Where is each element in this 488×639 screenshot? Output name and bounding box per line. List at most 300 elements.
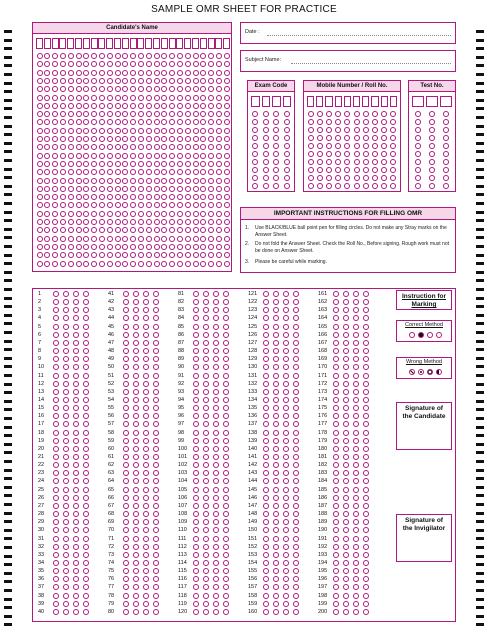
answer-bubble[interactable] [203, 324, 209, 330]
answer-bubble[interactable] [153, 421, 159, 427]
answer-bubble[interactable] [273, 609, 279, 615]
answer-bubble[interactable] [193, 446, 199, 452]
mobile-roll-bubble[interactable] [372, 119, 378, 125]
answer-bubble[interactable] [63, 438, 69, 444]
name-bubble[interactable] [37, 186, 43, 192]
name-bubble[interactable] [224, 153, 230, 159]
name-bubble[interactable] [193, 161, 199, 167]
name-bubble[interactable] [193, 202, 199, 208]
answer-bubble[interactable] [123, 438, 129, 444]
name-bubble[interactable] [138, 236, 144, 242]
test-no-bubble[interactable] [443, 175, 449, 181]
answer-bubble[interactable] [53, 536, 59, 542]
name-bubble[interactable] [52, 169, 58, 175]
name-bubble[interactable] [68, 70, 74, 76]
name-bubble[interactable] [99, 219, 105, 225]
test-no-bubble[interactable] [415, 167, 421, 173]
name-bubble[interactable] [146, 169, 152, 175]
answer-bubble[interactable] [273, 487, 279, 493]
name-bubble[interactable] [208, 219, 214, 225]
answer-bubble[interactable] [343, 527, 349, 533]
name-bubble[interactable] [161, 103, 167, 109]
name-bubble[interactable] [200, 103, 206, 109]
answer-bubble[interactable] [133, 389, 139, 395]
answer-bubble[interactable] [63, 536, 69, 542]
answer-bubble[interactable] [273, 593, 279, 599]
answer-bubble[interactable] [153, 324, 159, 330]
name-bubble[interactable] [208, 227, 214, 233]
name-bubble[interactable] [60, 194, 66, 200]
name-bubble[interactable] [122, 103, 128, 109]
name-bubble[interactable] [185, 202, 191, 208]
name-bubble[interactable] [122, 202, 128, 208]
answer-bubble[interactable] [123, 332, 129, 338]
answer-bubble[interactable] [363, 568, 369, 574]
mobile-roll-bubble[interactable] [344, 167, 350, 173]
name-bubble[interactable] [208, 244, 214, 250]
name-bubble[interactable] [122, 194, 128, 200]
answer-bubble[interactable] [333, 576, 339, 582]
answer-bubble[interactable] [293, 356, 299, 362]
answer-bubble[interactable] [193, 552, 199, 558]
name-bubble[interactable] [185, 186, 191, 192]
answer-bubble[interactable] [363, 503, 369, 509]
answer-bubble[interactable] [363, 454, 369, 460]
subject-input[interactable] [291, 63, 451, 64]
answer-bubble[interactable] [283, 568, 289, 574]
name-bubble[interactable] [83, 169, 89, 175]
name-bubble[interactable] [52, 144, 58, 150]
answer-bubble[interactable] [73, 364, 79, 370]
name-bubble[interactable] [91, 119, 97, 125]
answer-bubble[interactable] [293, 470, 299, 476]
answer-bubble[interactable] [153, 438, 159, 444]
answer-bubble[interactable] [133, 511, 139, 517]
name-bubble[interactable] [83, 144, 89, 150]
name-bubble[interactable] [216, 86, 222, 92]
answer-bubble[interactable] [73, 446, 79, 452]
answer-bubble[interactable] [283, 593, 289, 599]
answer-bubble[interactable] [153, 576, 159, 582]
name-bubble[interactable] [107, 78, 113, 84]
name-bubble[interactable] [200, 244, 206, 250]
mobile-roll-bubble[interactable] [381, 143, 387, 149]
name-bubble[interactable] [52, 178, 58, 184]
name-bubble[interactable] [161, 252, 167, 258]
answer-bubble[interactable] [143, 332, 149, 338]
answer-bubble[interactable] [143, 340, 149, 346]
answer-bubble[interactable] [193, 307, 199, 313]
name-bubble[interactable] [130, 194, 136, 200]
test-no-bubble[interactable] [429, 127, 435, 133]
answer-bubble[interactable] [193, 340, 199, 346]
answer-bubble[interactable] [333, 421, 339, 427]
answer-bubble[interactable] [63, 454, 69, 460]
name-bubble[interactable] [52, 211, 58, 217]
answer-bubble[interactable] [73, 470, 79, 476]
name-bubble[interactable] [208, 211, 214, 217]
name-bubble[interactable] [200, 194, 206, 200]
name-bubble[interactable] [83, 227, 89, 233]
answer-bubble[interactable] [333, 601, 339, 607]
mobile-roll-bubble[interactable] [326, 159, 332, 165]
answer-bubble[interactable] [283, 438, 289, 444]
answer-bubble[interactable] [273, 544, 279, 550]
name-letter-cell[interactable] [176, 38, 183, 49]
answer-bubble[interactable] [193, 291, 199, 297]
name-bubble[interactable] [115, 194, 121, 200]
name-bubble[interactable] [224, 202, 230, 208]
answer-bubble[interactable] [133, 495, 139, 501]
answer-bubble[interactable] [143, 609, 149, 615]
name-letter-cell[interactable] [161, 38, 168, 49]
name-bubble[interactable] [224, 252, 230, 258]
name-bubble[interactable] [122, 128, 128, 134]
exam-code-bubble[interactable] [284, 175, 290, 181]
name-bubble[interactable] [44, 202, 50, 208]
answer-bubble[interactable] [83, 324, 89, 330]
name-bubble[interactable] [60, 70, 66, 76]
name-bubble[interactable] [76, 103, 82, 109]
answer-bubble[interactable] [363, 430, 369, 436]
name-bubble[interactable] [169, 194, 175, 200]
answer-bubble[interactable] [343, 503, 349, 509]
answer-bubble[interactable] [293, 552, 299, 558]
answer-bubble[interactable] [133, 454, 139, 460]
answer-bubble[interactable] [153, 552, 159, 558]
mobile-roll-bubble[interactable] [354, 151, 360, 157]
name-bubble[interactable] [154, 169, 160, 175]
name-bubble[interactable] [146, 186, 152, 192]
name-bubble[interactable] [185, 161, 191, 167]
answer-bubble[interactable] [263, 381, 269, 387]
name-bubble[interactable] [130, 86, 136, 92]
answer-bubble[interactable] [143, 552, 149, 558]
answer-bubble[interactable] [53, 381, 59, 387]
answer-bubble[interactable] [123, 413, 129, 419]
name-bubble[interactable] [44, 186, 50, 192]
answer-bubble[interactable] [63, 552, 69, 558]
mobile-roll-bubble[interactable] [381, 175, 387, 181]
answer-bubble[interactable] [263, 560, 269, 566]
answer-bubble[interactable] [223, 552, 229, 558]
name-bubble[interactable] [37, 236, 43, 242]
mobile-roll-bubble[interactable] [326, 167, 332, 173]
mobile-roll-bubble[interactable] [354, 183, 360, 189]
name-bubble[interactable] [224, 194, 230, 200]
answer-bubble[interactable] [63, 593, 69, 599]
answer-bubble[interactable] [353, 576, 359, 582]
name-letter-cell[interactable] [59, 38, 66, 49]
name-letter-cell[interactable] [153, 38, 160, 49]
answer-bubble[interactable] [263, 299, 269, 305]
answer-bubble[interactable] [213, 348, 219, 354]
answer-bubble[interactable] [153, 299, 159, 305]
name-bubble[interactable] [208, 261, 214, 267]
answer-bubble[interactable] [213, 470, 219, 476]
name-bubble[interactable] [130, 144, 136, 150]
answer-bubble[interactable] [353, 552, 359, 558]
exam-code-bubble[interactable] [263, 127, 269, 133]
name-bubble[interactable] [60, 103, 66, 109]
answer-bubble[interactable] [53, 495, 59, 501]
name-bubble[interactable] [68, 202, 74, 208]
answer-bubble[interactable] [283, 536, 289, 542]
mobile-roll-bubble[interactable] [381, 135, 387, 141]
name-bubble[interactable] [146, 153, 152, 159]
name-letter-cell[interactable] [130, 38, 137, 49]
name-bubble[interactable] [76, 261, 82, 267]
answer-bubble[interactable] [193, 478, 199, 484]
answer-bubble[interactable] [83, 446, 89, 452]
answer-bubble[interactable] [263, 544, 269, 550]
name-bubble[interactable] [130, 236, 136, 242]
answer-bubble[interactable] [63, 462, 69, 468]
name-bubble[interactable] [76, 227, 82, 233]
answer-bubble[interactable] [203, 495, 209, 501]
answer-bubble[interactable] [123, 462, 129, 468]
mobile-roll-bubble[interactable] [372, 135, 378, 141]
name-bubble[interactable] [83, 252, 89, 258]
answer-bubble[interactable] [83, 373, 89, 379]
answer-bubble[interactable] [143, 454, 149, 460]
name-bubble[interactable] [115, 236, 121, 242]
name-bubble[interactable] [44, 194, 50, 200]
test-no-bubble[interactable] [415, 119, 421, 125]
answer-bubble[interactable] [293, 478, 299, 484]
name-bubble[interactable] [130, 186, 136, 192]
mobile-roll-bubble[interactable] [390, 143, 396, 149]
answer-bubble[interactable] [333, 519, 339, 525]
answer-bubble[interactable] [213, 519, 219, 525]
answer-bubble[interactable] [283, 519, 289, 525]
mobile-roll-bubble[interactable] [335, 111, 341, 117]
answer-bubble[interactable] [333, 332, 339, 338]
answer-bubble[interactable] [223, 373, 229, 379]
answer-bubble[interactable] [193, 389, 199, 395]
answer-bubble[interactable] [63, 601, 69, 607]
answer-bubble[interactable] [133, 584, 139, 590]
name-bubble[interactable] [44, 128, 50, 134]
answer-bubble[interactable] [63, 511, 69, 517]
answer-bubble[interactable] [213, 421, 219, 427]
answer-bubble[interactable] [223, 470, 229, 476]
answer-bubble[interactable] [343, 389, 349, 395]
answer-bubble[interactable] [143, 348, 149, 354]
exam-code-bubble[interactable] [263, 183, 269, 189]
answer-bubble[interactable] [293, 299, 299, 305]
mobile-roll-bubble[interactable] [317, 167, 323, 173]
exam-code-bubble[interactable] [273, 151, 279, 157]
answer-bubble[interactable] [213, 527, 219, 533]
name-bubble[interactable] [177, 202, 183, 208]
name-bubble[interactable] [193, 186, 199, 192]
answer-bubble[interactable] [283, 503, 289, 509]
name-bubble[interactable] [185, 144, 191, 150]
answer-bubble[interactable] [153, 364, 159, 370]
answer-bubble[interactable] [203, 430, 209, 436]
answer-bubble[interactable] [153, 609, 159, 615]
answer-bubble[interactable] [153, 332, 159, 338]
answer-bubble[interactable] [333, 454, 339, 460]
answer-bubble[interactable] [203, 519, 209, 525]
name-bubble[interactable] [208, 61, 214, 67]
name-bubble[interactable] [146, 202, 152, 208]
answer-bubble[interactable] [343, 307, 349, 313]
test-no-digit-cell[interactable] [440, 96, 452, 107]
answer-bubble[interactable] [293, 576, 299, 582]
name-bubble[interactable] [185, 153, 191, 159]
name-bubble[interactable] [224, 236, 230, 242]
answer-bubble[interactable] [193, 576, 199, 582]
answer-bubble[interactable] [213, 568, 219, 574]
name-bubble[interactable] [99, 153, 105, 159]
answer-bubble[interactable] [203, 315, 209, 321]
name-bubble[interactable] [193, 211, 199, 217]
answer-bubble[interactable] [293, 503, 299, 509]
answer-bubble[interactable] [343, 373, 349, 379]
name-bubble[interactable] [146, 78, 152, 84]
answer-bubble[interactable] [353, 348, 359, 354]
answer-bubble[interactable] [273, 381, 279, 387]
exam-code-bubble[interactable] [252, 183, 258, 189]
exam-code-bubble[interactable] [273, 183, 279, 189]
name-bubble[interactable] [115, 119, 121, 125]
name-bubble[interactable] [185, 119, 191, 125]
name-bubble[interactable] [161, 186, 167, 192]
name-bubble[interactable] [99, 261, 105, 267]
mobile-roll-bubble[interactable] [363, 135, 369, 141]
name-bubble[interactable] [177, 53, 183, 59]
name-bubble[interactable] [161, 119, 167, 125]
name-bubble[interactable] [52, 186, 58, 192]
answer-bubble[interactable] [63, 291, 69, 297]
answer-bubble[interactable] [203, 470, 209, 476]
answer-bubble[interactable] [223, 544, 229, 550]
mobile-roll-bubble[interactable] [335, 143, 341, 149]
answer-bubble[interactable] [203, 397, 209, 403]
answer-bubble[interactable] [263, 495, 269, 501]
name-bubble[interactable] [193, 252, 199, 258]
name-bubble[interactable] [224, 70, 230, 76]
answer-bubble[interactable] [123, 446, 129, 452]
answer-bubble[interactable] [193, 364, 199, 370]
answer-bubble[interactable] [53, 527, 59, 533]
answer-bubble[interactable] [353, 462, 359, 468]
name-bubble[interactable] [91, 186, 97, 192]
answer-bubble[interactable] [223, 413, 229, 419]
name-bubble[interactable] [91, 103, 97, 109]
name-bubble[interactable] [76, 161, 82, 167]
name-bubble[interactable] [130, 161, 136, 167]
name-bubble[interactable] [107, 111, 113, 117]
answer-bubble[interactable] [53, 446, 59, 452]
name-bubble[interactable] [224, 61, 230, 67]
name-bubble[interactable] [224, 178, 230, 184]
answer-bubble[interactable] [213, 438, 219, 444]
name-bubble[interactable] [52, 95, 58, 101]
answer-bubble[interactable] [273, 389, 279, 395]
name-bubble[interactable] [122, 144, 128, 150]
name-bubble[interactable] [52, 252, 58, 258]
answer-bubble[interactable] [203, 609, 209, 615]
answer-bubble[interactable] [343, 519, 349, 525]
exam-code-bubble[interactable] [263, 159, 269, 165]
name-bubble[interactable] [216, 252, 222, 258]
answer-bubble[interactable] [153, 291, 159, 297]
answer-bubble[interactable] [353, 560, 359, 566]
answer-bubble[interactable] [333, 340, 339, 346]
name-bubble[interactable] [44, 111, 50, 117]
name-bubble[interactable] [177, 103, 183, 109]
answer-bubble[interactable] [363, 584, 369, 590]
name-bubble[interactable] [193, 169, 199, 175]
name-bubble[interactable] [44, 86, 50, 92]
answer-bubble[interactable] [53, 593, 59, 599]
name-bubble[interactable] [99, 144, 105, 150]
name-bubble[interactable] [107, 53, 113, 59]
mobile-roll-bubble[interactable] [390, 175, 396, 181]
name-bubble[interactable] [68, 53, 74, 59]
answer-bubble[interactable] [73, 560, 79, 566]
name-bubble[interactable] [107, 236, 113, 242]
answer-bubble[interactable] [283, 315, 289, 321]
answer-bubble[interactable] [143, 307, 149, 313]
answer-bubble[interactable] [343, 315, 349, 321]
name-bubble[interactable] [161, 236, 167, 242]
answer-bubble[interactable] [83, 470, 89, 476]
name-bubble[interactable] [91, 111, 97, 117]
answer-bubble[interactable] [123, 340, 129, 346]
answer-bubble[interactable] [283, 340, 289, 346]
name-bubble[interactable] [83, 178, 89, 184]
mobile-roll-bubble[interactable] [354, 167, 360, 173]
name-bubble[interactable] [216, 128, 222, 134]
name-bubble[interactable] [91, 252, 97, 258]
answer-bubble[interactable] [123, 299, 129, 305]
answer-bubble[interactable] [343, 584, 349, 590]
answer-bubble[interactable] [263, 462, 269, 468]
name-bubble[interactable] [122, 261, 128, 267]
name-bubble[interactable] [37, 252, 43, 258]
mobile-roll-bubble[interactable] [317, 135, 323, 141]
name-bubble[interactable] [99, 178, 105, 184]
answer-bubble[interactable] [133, 503, 139, 509]
answer-bubble[interactable] [353, 527, 359, 533]
answer-bubble[interactable] [343, 356, 349, 362]
answer-bubble[interactable] [213, 373, 219, 379]
mobile-roll-bubble[interactable] [344, 175, 350, 181]
name-bubble[interactable] [177, 86, 183, 92]
answer-bubble[interactable] [123, 364, 129, 370]
name-bubble[interactable] [91, 86, 97, 92]
name-bubble[interactable] [68, 178, 74, 184]
test-no-bubble[interactable] [443, 111, 449, 117]
answer-bubble[interactable] [333, 462, 339, 468]
answer-bubble[interactable] [153, 373, 159, 379]
answer-bubble[interactable] [363, 340, 369, 346]
answer-bubble[interactable] [143, 487, 149, 493]
exam-code-bubble[interactable] [273, 127, 279, 133]
name-bubble[interactable] [44, 252, 50, 258]
answer-bubble[interactable] [223, 405, 229, 411]
answer-bubble[interactable] [273, 421, 279, 427]
answer-bubble[interactable] [53, 601, 59, 607]
name-bubble[interactable] [68, 136, 74, 142]
answer-bubble[interactable] [153, 584, 159, 590]
answer-bubble[interactable] [223, 348, 229, 354]
answer-bubble[interactable] [363, 438, 369, 444]
